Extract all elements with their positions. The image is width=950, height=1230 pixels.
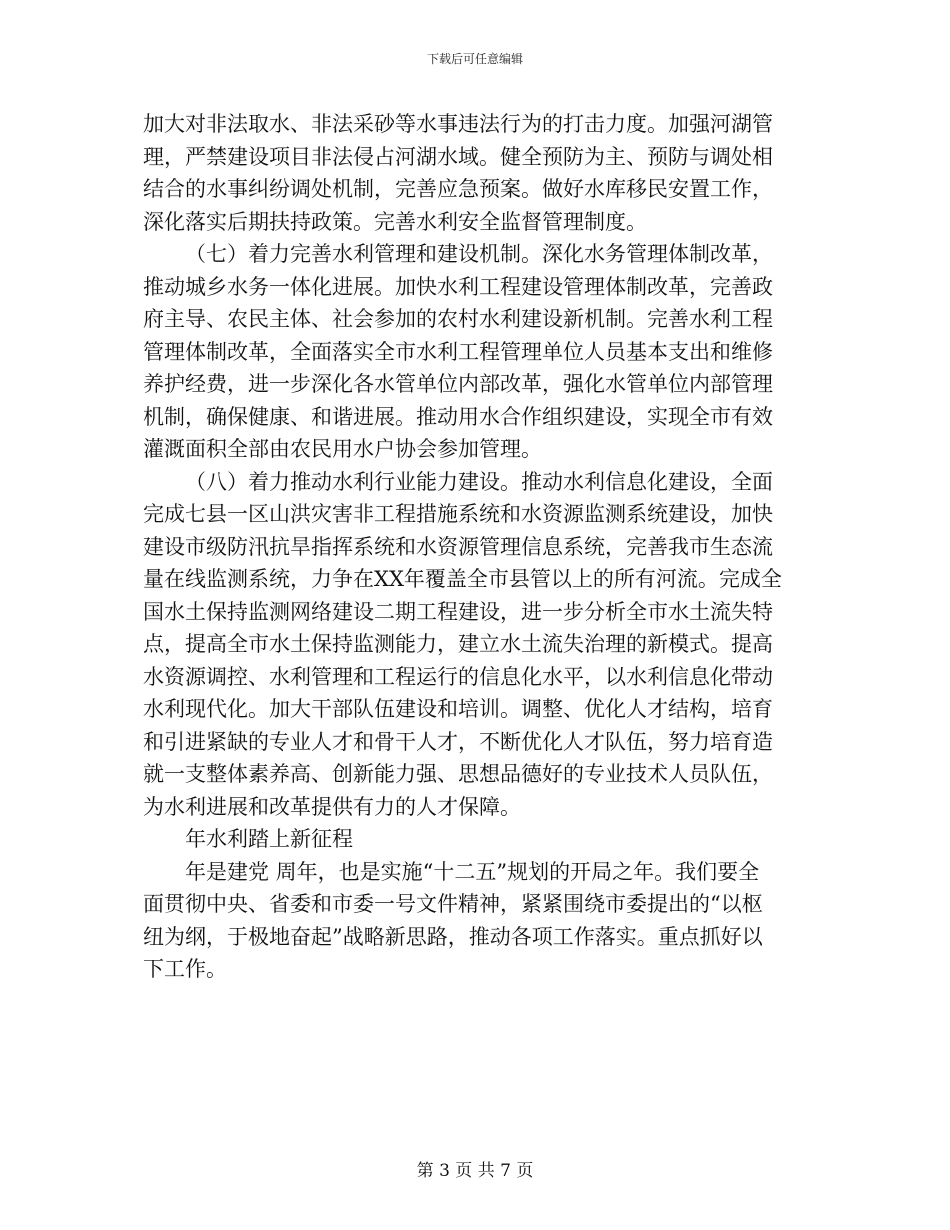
page-footer: 第 3 页 共 7 页 bbox=[416, 1161, 534, 1181]
text-line: 国水土保持监测网络建设二期工程建设，进一步分析全市水土流失特 bbox=[143, 599, 773, 624]
paragraph-start-line: （八）着力推动水利行业能力建设。推动水利信息化建设，全面 bbox=[185, 469, 773, 494]
text-line: 和引进紧缺的专业人才和骨干人才，不断优化人才队伍，努力培育造 bbox=[143, 729, 773, 754]
text-line: 面贯彻中央、省委和市委一号文件精神，紧紧围绕市委提出的“以枢 bbox=[143, 892, 763, 916]
section-heading: 年水利踏上新征程 bbox=[185, 827, 353, 851]
text-line: 机制，确保健康、和谐进展。推动用水合作组织建设，实现全市有效 bbox=[143, 404, 773, 429]
text-line: 量在线监测系统，力争在XX年覆盖全市县管以上的所有河流。完成全 bbox=[143, 567, 782, 591]
text-line: 纽为纲，于极地奋起”战略新思路，推动各项工作落实。重点抓好以 bbox=[143, 924, 763, 949]
text-line: 就一支整体素养高、创新能力强、思想品德好的专业技术人员队伍， bbox=[143, 762, 773, 786]
text-line: 深化落实后期扶持政策。完善水利安全监督管理制度。 bbox=[143, 209, 647, 234]
text-line: 灌溉面积全部由农民用水户协会参加管理。 bbox=[143, 437, 542, 461]
text-line: 水资源调控、水利管理和工程运行的信息化水平，以水利信息化带动 bbox=[143, 664, 773, 689]
text-line: 府主导、农民主体、社会参加的农村水利建设新机制。完善水利工程 bbox=[143, 307, 773, 331]
text-line: 为水利进展和改革提供有力的人才保障。 bbox=[143, 794, 521, 819]
text-line: 推动城乡水务一体化进展。加快水利工程建设管理体制改革，完善政 bbox=[143, 274, 773, 299]
paragraph-start-line: （七）着力完善水利管理和建设机制。深化水务管理体制改革， bbox=[185, 242, 773, 266]
text-line: 点，提高全市水土保持监测能力，建立水土流失治理的新模式。提高 bbox=[143, 632, 773, 656]
text-line: 水利现代化。加大干部队伍建设和培训。调整、优化人才结构，培育 bbox=[143, 697, 773, 721]
document-body bbox=[143, 108, 813, 986]
text-line: 管理体制改革，全面落实全市水利工程管理单位人员基本支出和维修 bbox=[143, 339, 773, 364]
page-header: 下载后可任意编辑 bbox=[426, 52, 523, 66]
paragraph-start-line: 年是建党 周年，也是实施“十二五”规划的开局之年。我们要全 bbox=[185, 859, 760, 884]
text-line: 加大对非法取水、非法采砂等水事违法行为的打击力度。加强河湖管 bbox=[143, 112, 773, 136]
text-line: 结合的水事纠纷调处机制，完善应急预案。做好水库移民安置工作， bbox=[143, 177, 773, 201]
text-line: 建设市级防汛抗旱指挥系统和水资源管理信息系统，完善我市生态流 bbox=[143, 534, 773, 559]
text-line: 理，严禁建设项目非法侵占河湖水域。健全预防为主、预防与调处相 bbox=[143, 144, 773, 169]
text-line: 下工作。 bbox=[143, 957, 227, 981]
text-line: 完成七县一区山洪灾害非工程措施系统和水资源监测系统建设，加快 bbox=[143, 502, 773, 526]
text-line: 养护经费，进一步深化各水管单位内部改革，强化水管单位内部管理 bbox=[143, 372, 773, 396]
